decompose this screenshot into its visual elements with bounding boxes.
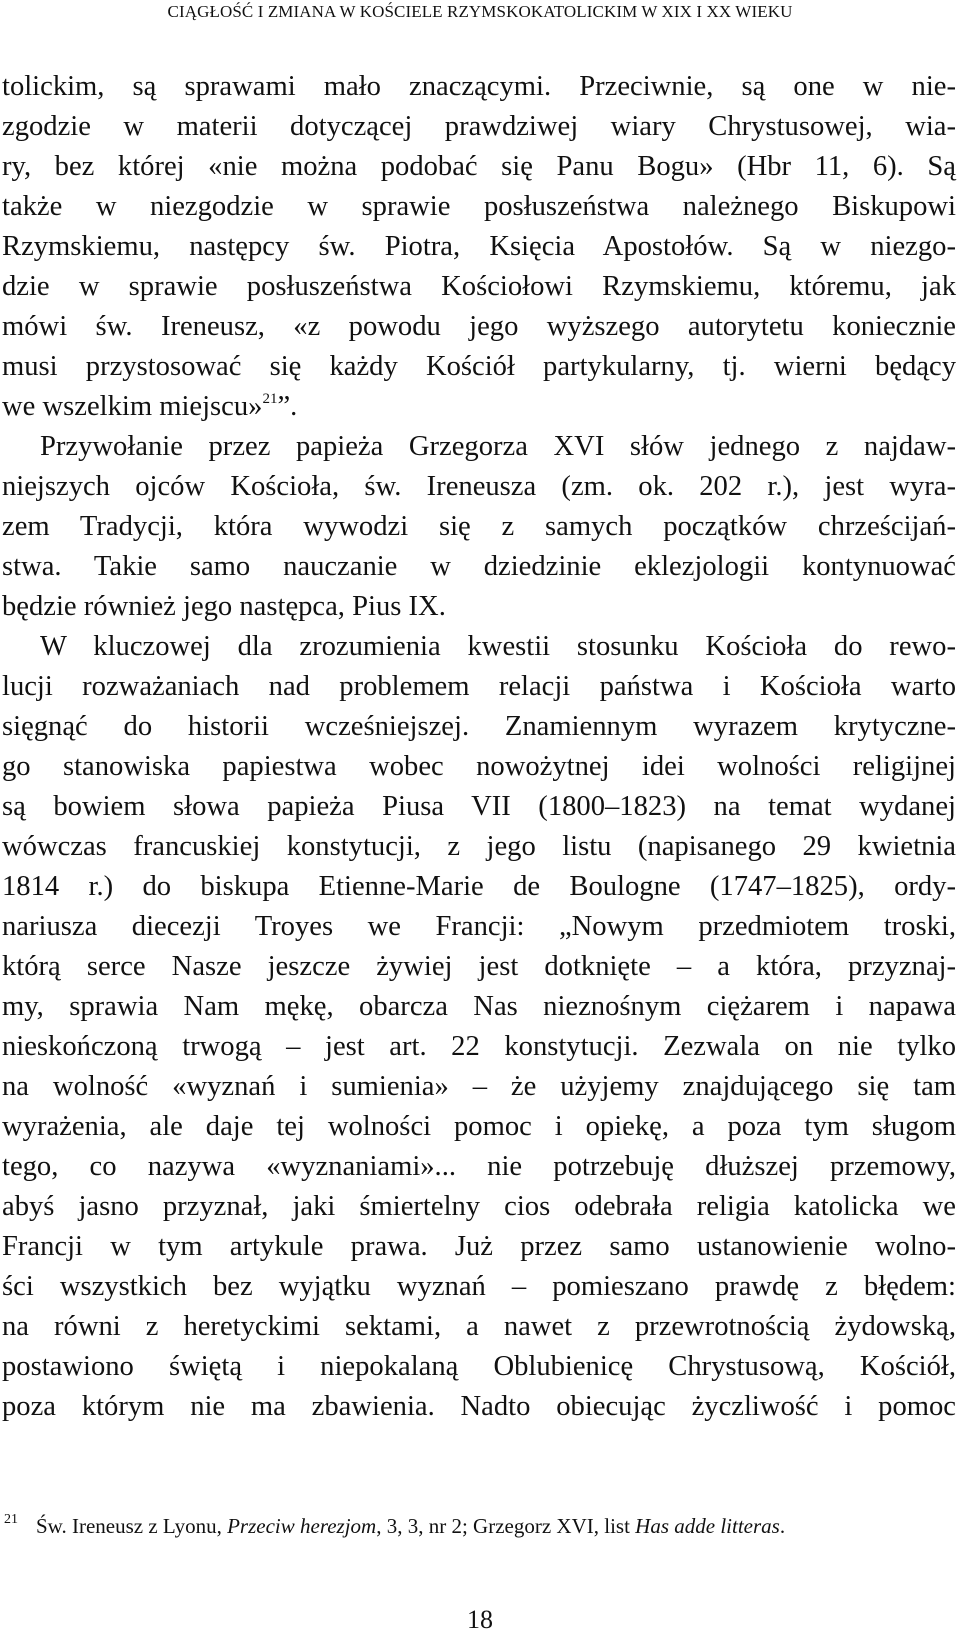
footnote-text [36, 1510, 785, 1542]
footnote-number: 21 [4, 1512, 18, 1527]
text-line: zgodzie w materii dotyczącej prawdziwej wiary Chrystusowej, wia- [2, 111, 956, 142]
text-line: ry, bez której «nie można podobać się Panu Bogu» (Hbr 11, 6). Są [2, 151, 956, 182]
text-line: tego, co nazywa «wyznaniami»... nie potrzebuję dłuższej przemowy, [2, 1151, 956, 1182]
text-line: ści wszystkich bez wyjątku wyznań – pomieszano prawdę z błędem: [2, 1271, 956, 1302]
closing-quote: ”. [277, 391, 298, 422]
text-line: będzie również jego następca, Pius IX. [2, 591, 446, 622]
footnote-title: Has adde litteras [635, 1514, 780, 1538]
text-line-content: we wszelkim miejscu» [2, 391, 263, 422]
footnote [0, 1510, 960, 1542]
text-line: zem Tradycji, która wywodzi się z samych początków chrześcijań- [2, 511, 956, 542]
footnote-text-part: , 3, 3, nr 2; Grzegorz XVI, list [376, 1514, 636, 1538]
footnote-text-part: Św. Ireneusz z Lyonu, [36, 1514, 228, 1538]
text-line: są bowiem słowa papieża Piusa VII (1800–1823) na temat wydanej [2, 791, 956, 822]
text-line: wówczas francuskiej konstytucji, z jego listu (napisanego 29 kwietnia [2, 831, 956, 862]
text-line: mówi św. Ireneusz, «z powodu jego wyższego autorytetu koniecznie [2, 311, 956, 342]
text-line: go stanowiska papiestwa wobec nowożytnej idei wolności religijnej [2, 751, 956, 782]
text-line: nariusza diecezji Troyes we Francji: „Nowym przedmiotem troski, [2, 911, 956, 942]
text-line: lucji rozważaniach nad problemem relacji państwa i Kościoła warto [2, 671, 956, 702]
text-line: Francji w tym artykule prawa. Już przez samo ustanowienie wolno- [2, 1231, 956, 1262]
text-line: wyrażenia, ale daje tej wolności pomoc i opiekę, a poza tym sługom [2, 1111, 956, 1142]
text-line: na wolność «wyznań i sumienia» – że użyjemy znajdującego się tam [2, 1071, 956, 1102]
text-line: na równi z heretyckimi sektami, a nawet z przewrotnością żydowską, [2, 1311, 956, 1342]
footnote-reference[interactable]: 21 [262, 391, 278, 407]
text-line: dzie w sprawie posłuszeństwa Kościołowi Rzymskiemu, któremu, jak [2, 271, 956, 302]
running-head [0, 2, 960, 22]
text-line: stwa. Takie samo nauczanie w dziedzinie eklezjologii kontynuować [2, 551, 956, 582]
text-line: niejszych ojców Kościoła, św. Ireneusza (zm. ok. 202 r.), jest wyra- [2, 471, 956, 502]
running-head-text: CIĄGŁOŚĆ I ZMIANA W KOŚCIELE RZYMSKOKATOLICKIM W XIX I XX WIEKU [167, 2, 793, 21]
text-line: sięgnąć do historii wcześniejszej. Znamiennym wyrazem krytyczne- [2, 711, 956, 742]
text-line: abyś jasno przyznał, jaki śmiertelny cios odebrała religia katolicka we [2, 1191, 956, 1222]
page-number: 18 [467, 1605, 493, 1634]
text-line-last [2, 387, 956, 427]
text-line: musi przystosować się każdy Kościół partykularny, tj. wierni będący [2, 351, 956, 382]
text-line: Rzymskiemu, następcy św. Piotra, Księcia Apostołów. Są w niezgo- [2, 231, 956, 262]
text-line: tolickim, są sprawami mało znaczącymi. Przeciwnie, są one w nie- [2, 71, 956, 102]
text-line: W kluczowej dla zrozumienia kwestii stosunku Kościoła do rewo- [40, 631, 956, 662]
text-line: także w niezgodzie w sprawie posłuszeństwa należnego Biskupowi [2, 191, 956, 222]
text-line: Przywołanie przez papieża Grzegorza XVI słów jednego z najdaw- [40, 431, 956, 462]
text-line: my, sprawia Nam mękę, obarcza Nas nieznośnym ciężarem i napawa [2, 991, 956, 1022]
footnote-title: Przeciw herezjom [227, 1514, 377, 1538]
text-line: 1814 r.) do biskupa Etienne-Marie de Boulogne (1747–1825), ordy- [2, 871, 956, 902]
text-line: postawiono świętą i niepokalaną Oblubienicę Chrystusową, Kościół, [2, 1351, 956, 1382]
text-line: nieskończoną trwogą – jest art. 22 konstytucji. Zezwala on nie tylko [2, 1031, 956, 1062]
footnote-text-part: . [779, 1514, 786, 1538]
text-line: poza którym nie ma zbawienia. Nadto obiecując życzliwość i pomoc [2, 1391, 956, 1422]
text-line: którą serce Nasze jeszcze żywiej jest dotknięte – a która, przyznaj- [2, 951, 956, 982]
